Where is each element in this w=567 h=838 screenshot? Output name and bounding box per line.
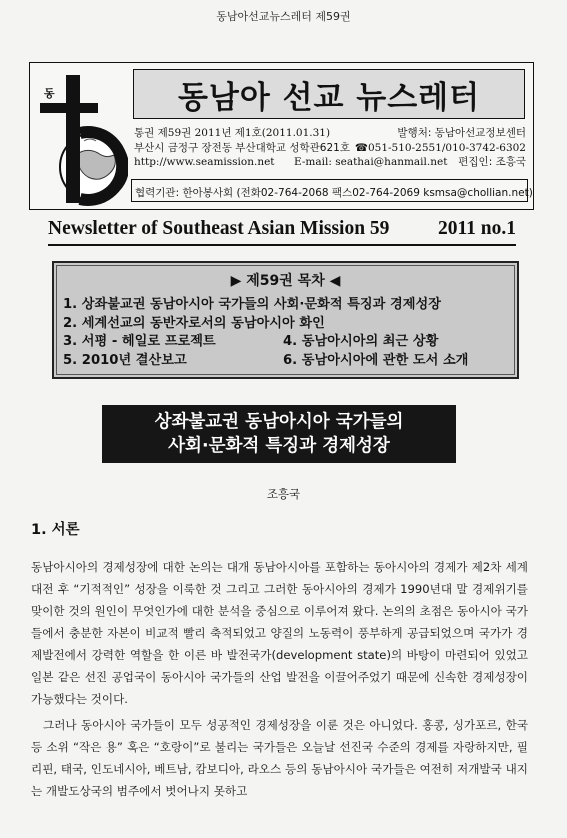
- article-body: [31, 556, 528, 806]
- address: 부산시 금정구 장전동 부산대학교 성학관621호: [134, 141, 350, 154]
- issue-line: 통권 제59권 2011년 제1호(2011.01.31): [134, 127, 331, 139]
- toc-item[interactable]: 1. 상좌불교권 동남아시아 국가들의 사회·문화적 특징과 경제성장: [63, 297, 441, 312]
- body-paragraph: 동남아시아의 경제성장에 대한 논의는 대개 동남아시아를 포함하는 동아시아의 경제가 제2차 세계대전 후 “기적적인” 성장을 이룩한 것 그리고 그러한 동아시아의 경제가 1990년대 말 경제위기를 맞이한 것의 원인이 무엇인가에 대한 분석을 중심으로 이루어져 왔다. 논의의 초점은 동아시아 국가들에서 충분한 자본이 비교적 빨리 축적되었고 양질의 노동력이 풍부하게 공급되었으며 국가가 경제발전에서 강력한 역할을 한 이른 바 발전국가(development state)의 바탕이 마련되어 있었고 일본 같은 선진 공업국이 동아시아 국가들의 산업 발전을 이끌어주었기 때문에 신속한 경제성장이 가능했다는 것이다.: [31, 560, 528, 706]
- publisher: 발행처: 동남아선교정보센터: [397, 127, 526, 139]
- editor: 편집인: 조흥국: [458, 156, 526, 168]
- toc-item[interactable]: 3. 서평 - 헤일로 프로젝트: [63, 334, 216, 349]
- toc-item[interactable]: 6. 동남아시아에 관한 도서 소개: [283, 352, 469, 368]
- newsletter-title: 동남아 선교 뉴스레터: [133, 69, 525, 119]
- toc-list: [63, 296, 513, 370]
- masthead-meta: [134, 126, 526, 170]
- website-link[interactable]: http://www.seamission.net: [134, 156, 275, 168]
- mission-logo-icon: [36, 67, 128, 207]
- masthead: [29, 62, 534, 210]
- toc-item[interactable]: 4. 동남아시아의 최근 상황: [283, 334, 439, 349]
- english-title: [48, 218, 516, 246]
- english-title-left: Newsletter of Southeast Asian Mission 59: [48, 218, 390, 239]
- cooperating-agency: 협력기관: 한아봉사회 (전화02-764-2068 팩스02-764-2069 ksmsa@chollian.net): [135, 187, 533, 199]
- section-heading: 1. 서론: [31, 522, 80, 538]
- phone: ☎051-510-2551/010-3742-6302: [354, 141, 526, 154]
- toc-title: ▶ 제59권 목차 ◀: [230, 273, 341, 289]
- svg-text:동: 동: [44, 87, 55, 100]
- article-title-line2: 사회·문화적 특징과 경제성장: [168, 436, 390, 456]
- article-title: [102, 405, 456, 463]
- english-title-issue: 2011 no.1: [437, 218, 516, 239]
- article-title-line1: 상좌불교권 동남아시아 국가들의: [154, 412, 404, 432]
- table-of-contents: [52, 261, 519, 379]
- toc-inner-frame: [56, 265, 515, 375]
- body-paragraph: 그러나 동아시아 국가들이 모두 성공적인 경제성장을 이룬 것은 아니었다. 홍콩, 싱가포르, 한국 등 소위 “작은 용” 혹은 “호랑이”로 불리는 국가들은 오늘날 선진국 수준의 경제를 자랑하지만, 필리핀, 태국, 인도네시아, 베트남, 캄보디아, 라오스 등의 동남아시아 국가들은 여전히 저개발국 내지는 개발도상국의 범주에서 벗어나지 못하고: [31, 718, 528, 798]
- running-header: 동남아선교뉴스레터 제59권: [216, 10, 351, 23]
- toc-item[interactable]: 5. 2010년 결산보고: [63, 352, 187, 368]
- email-link[interactable]: E-mail: seathai@hanmail.net: [294, 156, 448, 168]
- article-author: 조흥국: [266, 487, 301, 501]
- toc-item[interactable]: 2. 세계선교의 동반자로서의 동남아시아 화인: [63, 315, 325, 331]
